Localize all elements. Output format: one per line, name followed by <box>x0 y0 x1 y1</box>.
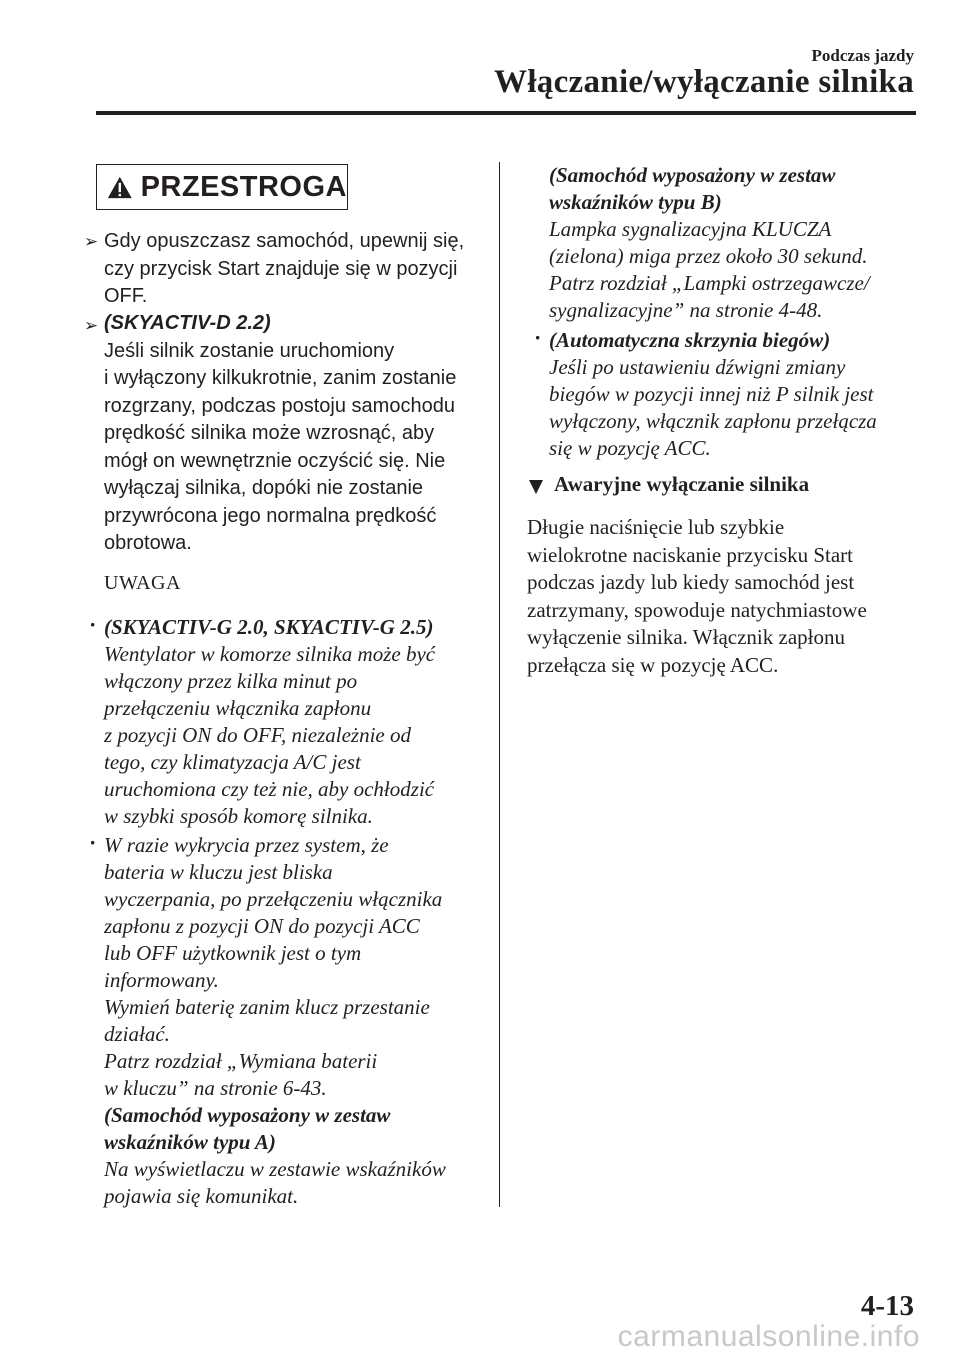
text-line: (Automatyczna skrzynia biegów) <box>549 328 831 352</box>
section-label: Podczas jazdy <box>811 46 914 65</box>
text-line: informowany. <box>104 968 219 992</box>
text-line: i wyłączony kilkukrotnie, zanim zostanie <box>104 367 457 389</box>
text-line: wskaźników typu B) <box>549 190 722 214</box>
text-line: pojawia się komunikat. <box>104 1184 299 1208</box>
text-line: (Samochód wyposażony w zestaw <box>549 163 836 187</box>
text-line: Długie naciśnięcie lub szybkie <box>527 515 785 539</box>
text-line: przywrócona jego normalna prędkość <box>104 504 437 527</box>
text-line: zapłonu z pozycji ON do pozycji ACC <box>104 914 420 938</box>
text-line: wyłączenie silnika. Włącznik zapłonu <box>527 625 845 649</box>
note-bullet-3 <box>549 327 919 462</box>
text-line: (Samochód wyposażony w zestaw <box>104 1103 391 1127</box>
text-line: wielokrotne naciskanie przycisku Start <box>527 542 853 567</box>
text-line: prędkość silnika może wzrosnąć, aby <box>104 422 435 444</box>
caution-item-1 <box>104 228 484 311</box>
watermark: carmanualsonline.info <box>617 1320 920 1353</box>
text-line: obrotowa. <box>104 532 192 554</box>
caution-box <box>96 164 348 210</box>
caution-label: PRZESTROGA <box>140 170 347 203</box>
text-line: wskaźników typu A) <box>104 1130 276 1154</box>
arrow-bullet-icon: ➢ <box>84 316 99 335</box>
header-rule <box>96 111 916 115</box>
warning-triangle-icon <box>107 174 133 201</box>
text-line: Gdy opuszczasz samochód, upewnij się, <box>104 230 465 252</box>
column-divider <box>499 162 500 1207</box>
triangle-down-icon <box>529 480 543 494</box>
text-line: bateria w kluczu jest bliska <box>104 860 333 884</box>
page-number: 4-13 <box>860 1290 914 1322</box>
text-line: sygnalizacyjne” na stronie 4-48. <box>549 298 823 322</box>
text-line: się w pozycję ACC. <box>549 436 711 460</box>
text-line: wyłączony, włącznik zapłonu przełącza <box>549 409 877 433</box>
text-line: przełączeniu włącznika zapłonu <box>104 696 372 720</box>
text-line: wyczerpania, po przełączeniu włącznika <box>104 887 443 911</box>
text-line: uruchomiona czy też nie, aby ochłodzić <box>104 777 435 801</box>
bullet-icon: · <box>534 325 542 350</box>
text-line: (SKYACTIV-G 2.0, SKYACTIV-G 2.5) <box>104 615 434 639</box>
caution-item-2 <box>104 310 484 558</box>
text-line: Jeśli po ustawieniu dźwigni zmiany <box>549 355 846 379</box>
note-bullet-2 <box>104 832 494 1210</box>
text-line: Patrz rozdział „Lampki ostrzegawcze/ <box>549 271 870 295</box>
text-line: Na wyświetlaczu w zestawie wskaźników <box>104 1157 446 1181</box>
emergency-body <box>527 514 917 679</box>
text-line: OFF. <box>104 285 148 307</box>
text-line: W razie wykrycia przez system, że <box>104 833 389 857</box>
text-line: czy przycisk Start znajduje się w pozycji <box>104 257 458 280</box>
note-bullet-2-continued <box>549 162 919 324</box>
text-line: Jeśli silnik zostanie uruchomiony <box>104 339 395 362</box>
text-line: z pozycji ON do OFF, niezależnie od <box>104 723 412 747</box>
bullet-icon: · <box>89 830 97 855</box>
text-line: Patrz rozdział „Wymiana baterii <box>104 1049 378 1073</box>
text-line: (SKYACTIV-D 2.2) <box>104 312 271 334</box>
text-line: Wentylator w komorze silnika może być <box>104 642 436 666</box>
text-line: włączony przez kilka minut po <box>104 669 358 693</box>
text-line: lub OFF użytkownik jest o tym <box>104 941 362 965</box>
bullet-icon: · <box>89 612 97 637</box>
text-line: rozgrzany, podczas postoju samochodu <box>104 394 455 417</box>
text-line: zatrzymany, spowoduje natychmiastowe <box>527 597 867 622</box>
text-line: biegów w pozycji innej niż P silnik jest <box>549 382 874 406</box>
text-line: mógł on wewnętrznie oczyścić się. Nie <box>104 449 446 472</box>
text-line: przełącza się w pozycję ACC. <box>527 652 779 677</box>
text-line: (zielona) miga przez około 30 sekund. <box>549 244 868 268</box>
note-label: UWAGA <box>104 572 181 594</box>
section-heading: Awaryjne wyłączanie silnika <box>554 472 810 496</box>
arrow-bullet-icon: ➢ <box>84 232 99 251</box>
text-line: w kluczu” na stronie 6-43. <box>104 1076 327 1100</box>
text-line: Lampka sygnalizacyjna KLUCZA <box>549 217 832 241</box>
text-line: wyłączaj silnika, dopóki nie zostanie <box>104 477 424 499</box>
text-line: Wymień baterię zanim klucz przestanie <box>104 995 430 1019</box>
text-line: tego, czy klimatyzacja A/C jest <box>104 750 361 774</box>
text-line: podczas jazdy lub kiedy samochód jest <box>527 570 855 594</box>
text-line: w szybki sposób komorę silnika. <box>104 804 373 828</box>
text-line: działać. <box>104 1022 170 1046</box>
note-bullet-1 <box>104 614 494 830</box>
page-title: Włączanie/wyłączanie silnika <box>494 64 914 100</box>
